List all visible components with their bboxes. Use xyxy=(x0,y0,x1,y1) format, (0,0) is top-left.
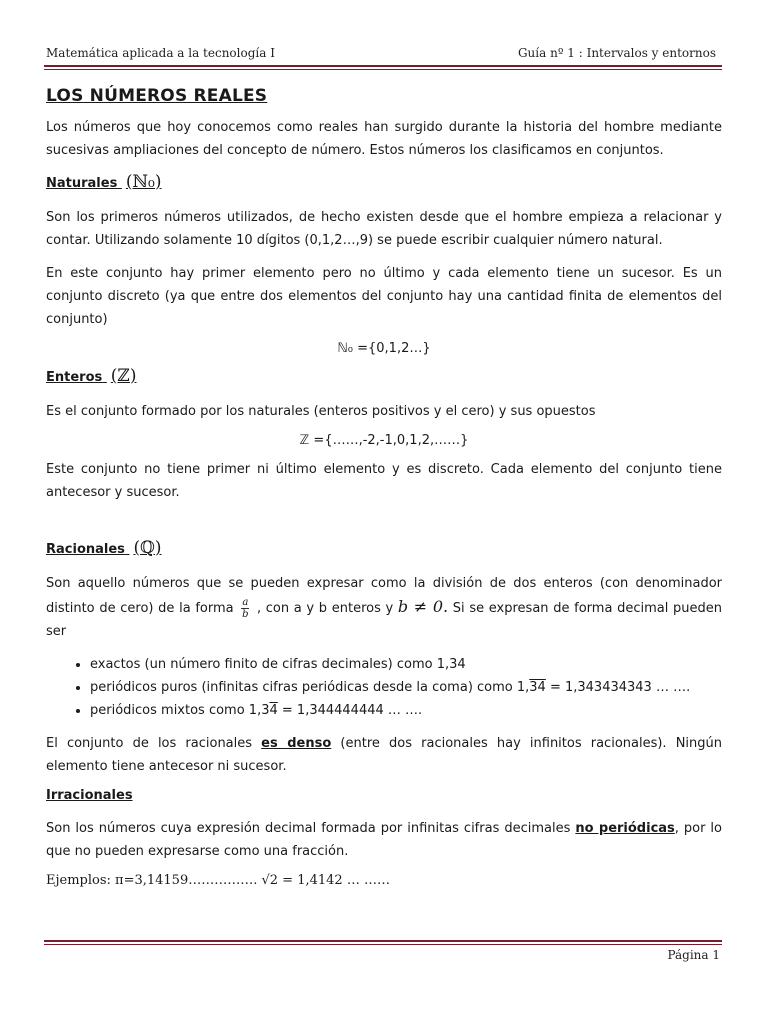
footer-rule xyxy=(44,940,722,942)
irracionales-heading xyxy=(46,788,722,803)
enteros-paragraph-2: Este conjunto no tiene primer ni último elemento y es discreto. Cada elemento del conjunto tiene antecesor y sucesor. xyxy=(46,462,722,500)
footer-rule-thin xyxy=(44,944,722,945)
racionales-paragraph-2: El conjunto de los racionales es denso (entre dos racionales hay infinitos racionales). Ningún elemento tiene antecesor ni sucesor. xyxy=(46,736,722,774)
racionales-p1-b: , con a y b enteros y xyxy=(252,601,394,616)
racionales-symbol: (ℚ) xyxy=(133,538,162,558)
naturales-paragraph-2: En este conjunto hay primer elemento pero no último y cada elemento tiene un sucesor. Es un conjunto discreto (ya que entre dos elementos del conjunto hay una cantidad finita de elementos del conjunto) xyxy=(46,266,722,327)
naturales-label: Naturales xyxy=(46,176,118,191)
racionales-paragraph-1 xyxy=(46,572,722,643)
period-mark: 4 xyxy=(269,703,278,718)
list-item-periodicos-puros: • periódicos puros (infinitas cifras periódicas desde la coma) como 1,34 = 1,343434343 … …. xyxy=(90,676,722,699)
header-left: Matemática aplicada a la tecnología I xyxy=(46,46,275,60)
enteros-symbol: (ℤ) xyxy=(110,366,137,386)
fraction-numerator: a xyxy=(242,597,249,608)
ejemplos-line: Ejemplos: π=3,14159……………. √2 = 1,4142 … …… xyxy=(46,873,390,888)
fraction-denominator: b xyxy=(242,609,249,620)
list-item-exactos: • exactos (un número finito de cifras decimales) como 1,34 xyxy=(90,653,722,676)
naturales-symbol: (ℕ₀) xyxy=(125,172,162,192)
header-rule xyxy=(44,65,722,67)
racionales-label: Racionales xyxy=(46,542,125,557)
enteros-label: Enteros xyxy=(46,370,103,385)
condition-b-nonzero: b ≠ 0. xyxy=(397,597,449,616)
no-periodicas-emphasis: no periódicas xyxy=(575,821,675,836)
intro-paragraph: Los números que hoy conocemos como reales han surgido durante la historia del hombre mediante sucesivas ampliaciones del concepto de número. Estos números los clasificamos en conjuntos. xyxy=(46,120,722,158)
racionales-p1-c: Si se expresan de forma decimal pueden ser xyxy=(46,601,723,639)
racionales-heading xyxy=(46,538,722,558)
period-mark: 34 xyxy=(529,680,546,695)
page-number: Página 1 xyxy=(667,948,720,962)
enteros-paragraph-1: Es el conjunto formado por los naturales (enteros positivos y el cero) y sus opuestos xyxy=(46,404,596,419)
header-rule-thin xyxy=(44,69,722,70)
list-item-periodicos-mixtos: • periódicos mixtos como 1,34 = 1,344444444 … …. xyxy=(90,699,722,722)
decimal-types-list xyxy=(46,653,722,722)
page-title: LOS NÚMEROS REALES xyxy=(46,86,268,106)
fraction-a-over-b xyxy=(241,597,249,620)
naturales-formula: ℕ₀ ={0,1,2…} xyxy=(337,341,431,356)
naturales-heading xyxy=(46,172,722,192)
irracionales-label: Irracionales xyxy=(46,788,133,803)
racionales-p1-a: Son aquello números que se pueden expresar como la división de dos enteros (con denominador distinto de cero) de la forma xyxy=(46,576,722,616)
enteros-heading xyxy=(46,366,722,386)
document-body xyxy=(46,86,722,888)
irracionales-paragraph-1: Son los números cuya expresión decimal formada por infinitas cifras decimales no periódicas, por lo que no pueden expresarse como una fracción. xyxy=(46,821,722,859)
es-denso-emphasis: es denso xyxy=(261,736,332,751)
header-right: Guía nº 1 : Intervalos y entornos xyxy=(517,46,716,60)
enteros-formula: ℤ ={……,-2,-1,0,1,2,……} xyxy=(299,433,469,448)
naturales-paragraph-1: Son los primeros números utilizados, de hecho existen desde que el hombre empieza a relacionar y contar. Utilizando solamente 10 dígitos (0,1,2…,9) se puede escribir cualquier número natural. xyxy=(46,210,722,248)
